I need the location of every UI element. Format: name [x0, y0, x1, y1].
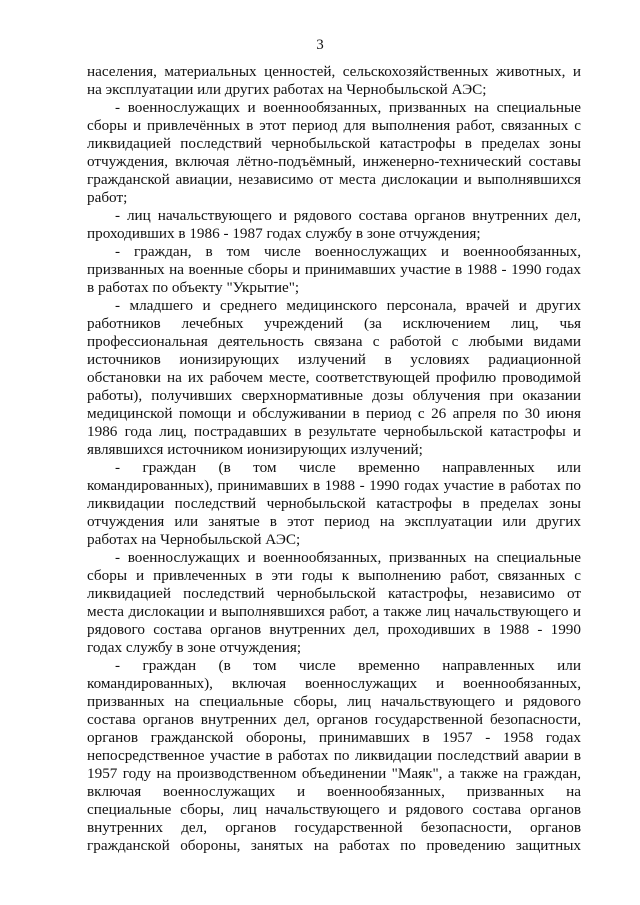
- text-line: сборы и привлечённых в этот период для выполнения работ, связанных с: [87, 117, 581, 134]
- page-number: 3: [316, 37, 324, 53]
- body-text: [87, 63, 581, 855]
- text-line: места дислокации и выполнявшихся работ, а также лиц начальствующего и: [87, 603, 581, 620]
- text-line: - младшего и среднего медицинского персонала, врачей и других: [115, 297, 581, 314]
- text-line: гражданской обороны, занятых на работах по проведению защитных: [87, 837, 581, 854]
- text-line: - граждан (в том числе временно направленных или: [115, 459, 581, 476]
- text-line: состава органов внутренних дел, органов государственной безопасности,: [87, 711, 581, 728]
- text-line: командированных), включая военнослужащих и военнообязанных,: [87, 675, 581, 692]
- text-line: работы), получивших сверхнормативные дозы облучения при оказании: [87, 387, 581, 404]
- text-line: 1957 году на производственном объединении "Маяк", а также на граждан,: [87, 765, 581, 782]
- text-line: источников ионизирующих излучений в условиях радиационной: [87, 351, 581, 368]
- text-line: отчуждения, включая лётно-подъёмный, инженерно-технический составы: [87, 153, 581, 170]
- text-line: годах службу в зоне отчуждения;: [87, 639, 302, 656]
- text-line: гражданской авиации, независимо от места дислокации и выполнявшихся: [87, 171, 581, 188]
- text-line: - военнослужащих и военнообязанных, призванных на специальные: [115, 549, 581, 566]
- text-line: населения, материальных ценностей, сельскохозяйственных животных, и: [87, 63, 581, 80]
- text-line: ликвидации последствий чернобыльской катастрофы в пределах зоны: [87, 495, 581, 512]
- text-line: 1986 года лиц, пострадавших в результате чернобыльской катастрофы и: [87, 423, 581, 440]
- text-line: проходивших в 1986 - 1987 годах службу в зоне отчуждения;: [87, 225, 481, 242]
- text-line: командированных), принимавших в 1988 - 1990 годах участие в работах по: [87, 477, 581, 494]
- text-line: работников лечебных учреждений (за исключением лиц, чья: [87, 315, 581, 332]
- text-line: - граждан (в том числе временно направленных или: [115, 657, 581, 674]
- text-line: профессиональная деятельность связана с работой с любыми видами: [87, 333, 581, 350]
- text-line: ликвидацией последствий чернобыльской катастрофы в пределах зоны: [87, 135, 581, 152]
- text-line: рядового состава органов внутренних дел, проходивших в 1988 - 1990: [87, 621, 581, 638]
- text-line: - лиц начальствующего и рядового состава органов внутренних дел,: [115, 207, 581, 224]
- text-line: ликвидацией последствий чернобыльской катастрофы, независимо от: [87, 585, 581, 602]
- text-line: работ;: [87, 189, 128, 206]
- text-line: непосредственное участие в работах по ликвидации последствий аварии в: [87, 747, 581, 764]
- text-line: специальные сборы, лиц начальствующего и рядового состава органов: [87, 801, 581, 818]
- text-line: обстановки на их рабочем месте, соответствующей профилю проводимой: [87, 369, 581, 386]
- text-line: сборы и привлеченных в эти годы к выполнению работ, связанных с: [87, 567, 581, 584]
- text-line: в работах по объекту "Укрытие";: [87, 279, 300, 296]
- text-line: на эксплуатации или других работах на Чернобыльской АЭС;: [87, 81, 487, 98]
- text-line: органов гражданской обороны, принимавших в 1957 - 1958 годах: [87, 729, 581, 746]
- text-line: являвшихся источником ионизирующих излучений;: [87, 441, 423, 458]
- text-line: включая военнослужащих и военнообязанных, призванных на: [87, 783, 581, 800]
- text-line: призванных на специальные сборы, лиц начальствующего и рядового: [87, 693, 581, 710]
- text-line: внутренних дел, органов государственной безопасности, органов: [87, 819, 581, 836]
- text-line: медицинской помощи и обслуживании в период с 26 апреля по 30 июня: [87, 405, 581, 422]
- text-line: отчуждения или занятые в этот период на эксплуатации или других: [87, 513, 581, 530]
- text-line: - военнослужащих и военнообязанных, призванных на специальные: [115, 99, 581, 116]
- text-line: - граждан, в том числе военнослужащих и военнообязанных,: [115, 243, 581, 260]
- text-line: работах на Чернобыльской АЭС;: [87, 531, 301, 548]
- text-line: призванных на военные сборы и принимавших участие в 1988 - 1990 годах: [87, 261, 581, 278]
